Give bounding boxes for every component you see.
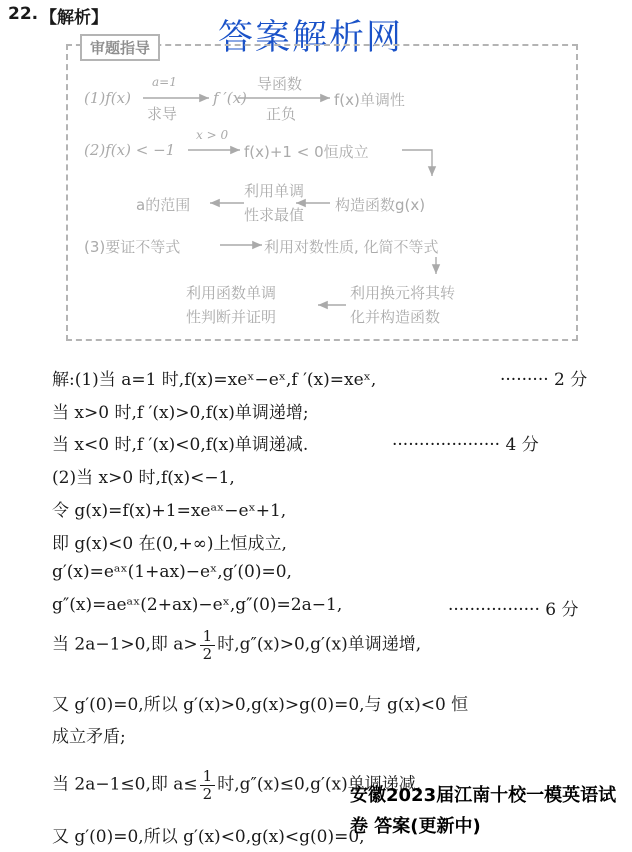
solution-line-2: 当 x>0 时,f ′(x)>0,f(x)单调递增; <box>52 403 309 423</box>
score-2: ········· 2 分 <box>500 370 588 390</box>
solution-line-7: g′(x)=eᵃˣ(1+ax)−eˣ,g′(0)=0, <box>52 562 292 582</box>
solution-line-4: (2)当 x>0 时,f(x)<−1, <box>52 468 235 488</box>
solution-line-5: 令 g(x)=f(x)+1=xeᵃˣ−eˣ+1, <box>52 501 287 521</box>
score-6: ················· 6 分 <box>448 600 579 620</box>
guide-title: 审题指导 <box>80 34 160 61</box>
solution-line-11: 成立矛盾; <box>52 727 126 747</box>
question-number: 22. <box>8 4 39 24</box>
guide-row3-mid-line2: 性求最值 <box>244 206 305 224</box>
score-4: ···················· 4 分 <box>392 435 539 455</box>
guide-row2-label: (2)f(x) < −1 <box>84 141 176 159</box>
solution-line-12: 当 2a−1≤0,即 a≤ $\frac{1}{2}$ 时,g″(x)≤0,g′(x)单调递减, <box>52 767 422 803</box>
section-tag: 【解析】 <box>40 8 108 28</box>
guide-row1-cond: a=1 <box>152 75 177 89</box>
solution-line-9: 当 2a−1>0,即 a> $\frac{1}{2}$ 时,g″(x)>0,g′(x)单调递增, <box>52 627 422 663</box>
guide-row3-construct: 构造函数g(x) <box>335 196 426 214</box>
guide-row1-arrow-bottom: 正负 <box>266 105 297 123</box>
guide-row5-left-line2: 性判断并证明 <box>186 308 277 326</box>
solution-line-10: 又 g′(0)=0,所以 g′(x)>0,g(x)>g(0)=0,与 g(x)<0 恒 <box>52 695 469 715</box>
solution-line-1: 解:(1)当 a=1 时,f(x)=xeˣ−eˣ,f ′(x)=xeˣ, <box>52 370 377 390</box>
overlay-stamp: 安徽2023届江南十校一模英语试卷 答案(更新中) <box>350 785 617 837</box>
solution-line-13: 又 g′(0)=0,所以 g′(x)<0,g(x)<g(0)=0, <box>52 827 365 847</box>
guide-row2-result: f(x)+1 < 0恒成立 <box>244 143 369 161</box>
guide-row1-arrow-top: 导函数 <box>257 75 303 93</box>
fraction-half: $\frac{1}{2}$ <box>200 628 216 662</box>
guide-row1-step: 求导 <box>147 105 178 123</box>
guide-row5-left-line1: 利用函数单调 <box>186 284 277 302</box>
guide-row5-right-line1: 利用换元将其转 <box>350 284 456 302</box>
guide-row2-cond: x > 0 <box>196 128 229 142</box>
solution-line-8: g″(x)=aeᵃˣ(2+ax)−eˣ,g″(0)=2a−1, <box>52 595 343 615</box>
guide-row4-result: 利用对数性质, 化简不等式 <box>264 238 439 256</box>
guide-row3-a-range: a的范围 <box>136 196 191 214</box>
solution-line-6: 即 g(x)<0 在(0,+∞)上恒成立, <box>52 534 287 554</box>
guide-row4-label: (3)要证不等式 <box>84 238 181 256</box>
fraction-half-2: $\frac{1}{2}$ <box>200 768 216 802</box>
guide-row1-result: f(x)单调性 <box>334 91 405 109</box>
guide-row1-label: (1)f(x) <box>84 89 131 107</box>
guide-row1-deriv: f ′(x) <box>213 89 247 107</box>
guide-row5-right-line2: 化并构造函数 <box>350 308 441 326</box>
solution-line-3: 当 x<0 时,f ′(x)<0,f(x)单调递减. <box>52 435 309 455</box>
watermark-title: 答案解析网 <box>218 18 404 58</box>
guide-row3-mid-line1: 利用单调 <box>244 182 305 200</box>
